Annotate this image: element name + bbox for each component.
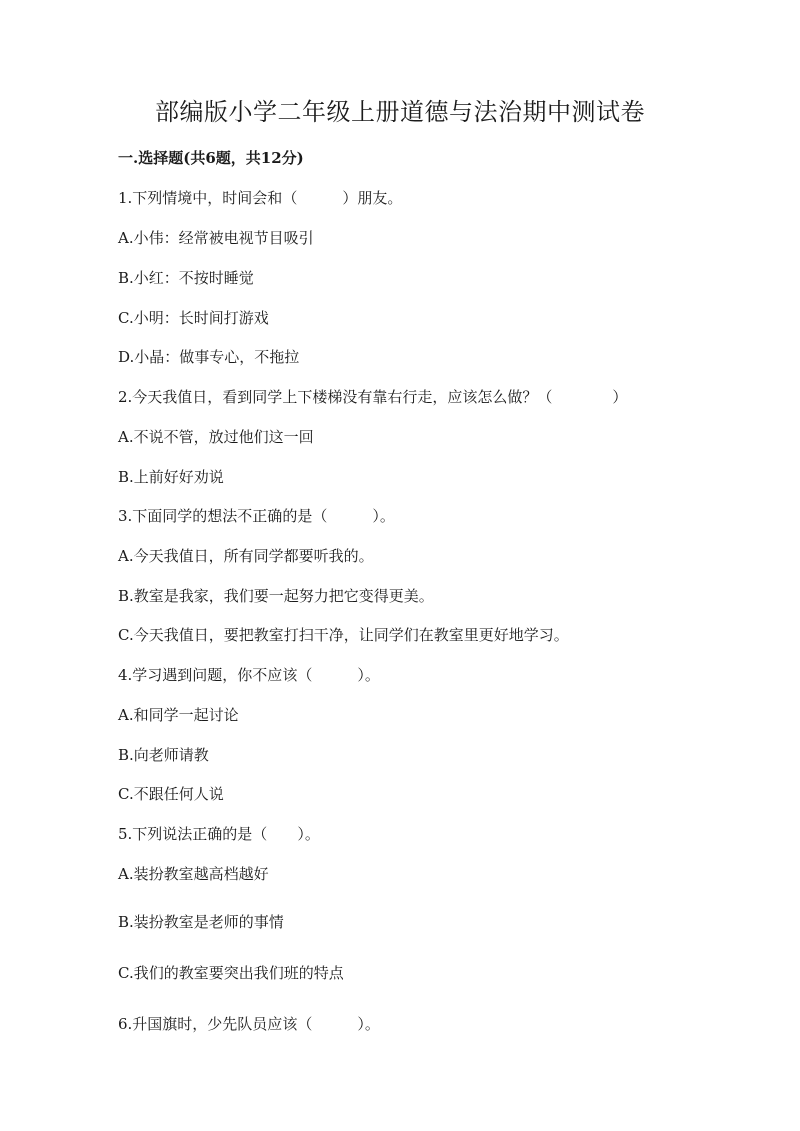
question-1-option-b: B.小红：不按时睡觉 (118, 269, 254, 287)
question-3-option-a: A.今天我值日，所有同学都要听我的。 (118, 547, 374, 565)
question-2-option-b: B.上前好好劝说 (118, 468, 224, 486)
question-3-option-c: C.今天我值日，要把教室打扫干净，让同学们在教室里更好地学习。 (118, 626, 569, 644)
question-4-option-b: B.向老师请教 (118, 746, 209, 764)
question-2-stem: 2.今天我值日，看到同学上下楼梯没有靠右行走，应该怎么做？（ ） (118, 388, 628, 406)
question-5-stem: 5.下列说法正确的是（ ）。 (118, 825, 320, 843)
question-1-stem: 1.下列情境中，时间会和（ ）朋友。 (118, 189, 403, 207)
question-1-option-d: D.小晶：做事专心，不拖拉 (118, 348, 300, 366)
question-5-option-c: C.我们的教室要突出我们班的特点 (118, 964, 344, 982)
question-3-stem: 3.下面同学的想法不正确的是（ ）。 (118, 507, 395, 525)
question-1-option-c: C.小明：长时间打游戏 (118, 309, 269, 327)
question-6-stem: 6.升国旗时，少先队员应该（ ）。 (118, 1015, 380, 1033)
question-5-option-b: B.装扮教室是老师的事情 (118, 913, 284, 931)
question-4-option-c: C.不跟任何人说 (118, 785, 224, 803)
section-heading: 一.选择题(共6题，共12分) (118, 149, 304, 167)
question-3-option-b: B.教室是我家，我们要一起努力把它变得更美。 (118, 587, 434, 605)
question-2-option-a: A.不说不管，放过他们这一回 (118, 428, 314, 446)
question-5-option-a: A.装扮教室越高档越好 (118, 865, 269, 883)
question-1-option-a: A.小伟：经常被电视节目吸引 (118, 229, 314, 247)
page-title: 部编版小学二年级上册道德与法治期中测试卷 (155, 98, 645, 126)
question-4-option-a: A.和同学一起讨论 (118, 706, 239, 724)
question-4-stem: 4.学习遇到问题，你不应该（ ）。 (118, 666, 380, 684)
